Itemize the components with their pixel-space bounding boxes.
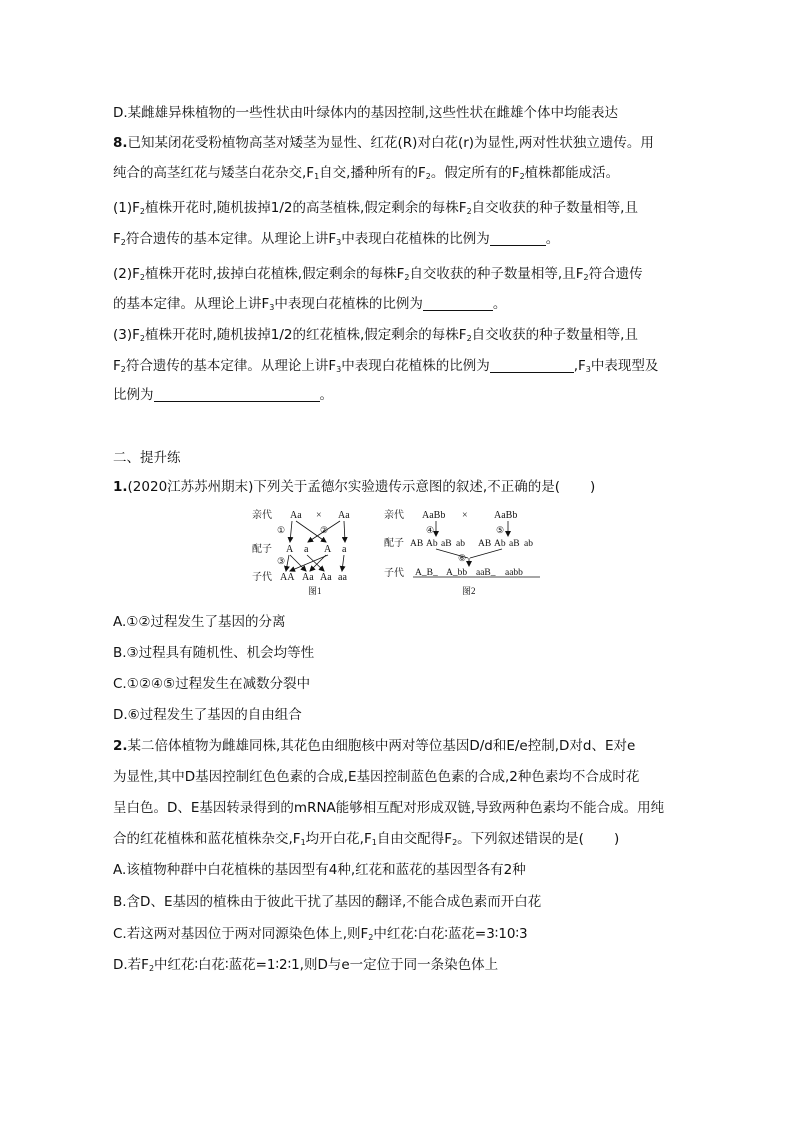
q8-p2-text: 。 [492, 296, 507, 312]
q8-p2-text: 符合遗传 [588, 266, 643, 282]
q8-part2-line2 [113, 295, 506, 317]
q8-part3-line3 [113, 386, 333, 404]
q8-part1-line2 [113, 230, 559, 252]
q2-number: 2. [113, 738, 128, 754]
q8-p1-text: 符合遗传的基本定律。从理论上讲F [125, 231, 337, 247]
q8-p1-text: 中表现白花植株的比例为 [341, 231, 490, 247]
fig2-parent-1: AaBb [422, 510, 446, 521]
q8-p3-text: 中表现白花植株的比例为 [341, 358, 490, 374]
fig2-gamete-right-2: Ab [494, 539, 506, 549]
q2-stem-text: 均开白花,F [305, 831, 372, 847]
q8-p3-text: 自交收获的种子数量相等,且 [471, 327, 638, 343]
fig1-parent-2: Aa [338, 510, 350, 521]
subscript: 3 [585, 365, 591, 374]
q8-p2-text: (2)F [113, 266, 140, 282]
q2-option-c[interactable] [113, 925, 528, 947]
fig2-gamete-right-1: AB [478, 539, 492, 549]
q1-stem [113, 478, 595, 496]
q8-p3-text: F [113, 358, 121, 374]
fig2-gamete-left-1: AB [410, 539, 424, 549]
q8-p2-text: 的基本定律。从理论上讲F [113, 296, 270, 312]
q8-part3-line2 [113, 357, 658, 379]
fig2-offspring-4: aabb [505, 568, 523, 578]
q2-stem-line4 [113, 830, 619, 852]
fig1-offspring-2: Aa [302, 572, 314, 583]
q8-p3-text: 符合遗传的基本定律。从理论上讲F [125, 358, 337, 374]
fig1-step-1: ① [277, 525, 286, 535]
fig1-row-offspring: 子代 [252, 572, 272, 583]
fig1-cross: × [316, 510, 322, 521]
subscript: 2 [466, 334, 472, 343]
fig1-gamete-1: A [286, 544, 294, 555]
genetics-figures [250, 506, 540, 598]
q8-p3-text: 中表现型及 [590, 358, 659, 374]
fig1-gamete-2: a [304, 544, 309, 555]
subscript: 2 [466, 207, 472, 216]
subscript: 2 [425, 172, 431, 181]
q1-option-b[interactable]: B.③过程具有随机性、机会均等性 [113, 645, 315, 661]
fig1-gamete-3: A [324, 544, 332, 555]
fig1-row-gamete: 配子 [252, 544, 272, 555]
q8-p3-text: ,F [573, 358, 586, 374]
fig1-step-3: ③ [277, 556, 286, 566]
fig1-row-parent: 亲代 [252, 510, 272, 521]
q8-p3-text: (3)F [113, 327, 140, 343]
answer-blank[interactable] [490, 231, 546, 246]
q8-p1-text: 植株开花时,随机拔掉1/2的高茎植株,假定剩余的每株F [144, 200, 467, 216]
fig1-parent-1: Aa [290, 510, 302, 521]
fig1-arrows [286, 521, 345, 571]
fig2-step-5: ⑤ [496, 525, 505, 535]
q8-p1-text: (1)F [113, 200, 140, 216]
answer-blank[interactable] [490, 358, 574, 373]
fig1-step-2: ② [320, 525, 329, 535]
q8-part3-line1 [113, 326, 638, 348]
fig2-offspring-2: A_bb [446, 568, 468, 578]
fig1-gamete-4: a [342, 544, 347, 555]
fig1-offspring-3: Aa [320, 572, 332, 583]
fig2-cross: × [462, 510, 468, 521]
q1-close-paren: ) [589, 479, 596, 495]
fig2-parent-2: AaBb [494, 510, 518, 521]
subscript: 2 [139, 273, 145, 282]
q8-p1-text: 自交收获的种子数量相等,且 [471, 200, 638, 216]
subscript: 1 [300, 838, 306, 847]
fig1-caption: 图1 [308, 586, 322, 596]
q2-stem-text: 某二倍体植物为雌雄同株,其花色由细胞核中两对等位基因D/d和E/e控制,D对d、E对e [127, 738, 636, 754]
q8-p1-text: 。 [545, 231, 560, 247]
fig2-gamete-left-2: Ab [426, 539, 438, 549]
q2-option-d-text: 中红花∶白花∶蓝花=1∶2∶1,则D与e一定位于同一条染色体上 [154, 957, 499, 973]
q8-stem-text2b: 自交,播种所有的F [319, 165, 426, 181]
q2-stem-text: 合的红花植株和蓝花植株杂交,F [113, 831, 301, 847]
q8-stem-text2a: 纯合的高茎红花与矮茎白花杂交,F [113, 165, 315, 181]
q2-close-paren: ) [613, 831, 620, 847]
q8-part1-line1 [113, 199, 638, 221]
q1-number: 1. [113, 479, 128, 495]
q8-number: 8. [113, 135, 128, 151]
subscript: 3 [336, 365, 342, 374]
q1-option-a[interactable]: A.①②过程发生了基因的分离 [113, 614, 286, 630]
answer-blank[interactable] [154, 387, 320, 402]
q8-p3-text: 。 [319, 387, 333, 403]
fig2-row-gamete: 配子 [384, 538, 404, 549]
q2-stem-text: 自由交配得F [376, 831, 453, 847]
fig2-gamete-left-4: ab [456, 539, 465, 549]
subscript: 2 [404, 273, 410, 282]
fig2-gamete-right-3: aB [509, 539, 520, 549]
q8-part2-line1 [113, 265, 643, 287]
q2-stem-line3: 呈白色。D、E基因转录得到的mRNA能够相互配对形成双链,导致两种色素均不能合成。用纯 [113, 800, 665, 816]
q8-stem-text1: 已知某闭花受粉植物高茎对矮茎为显性、红花(R)对白花(r)为显性,两对性状独立遗传。用 [127, 135, 654, 151]
q1-stem-text: (2020江苏苏州期末)下列关于孟德尔实验遗传示意图的叙述,不正确的是( [127, 479, 560, 495]
subscript: 1 [371, 838, 377, 847]
fig2-gamete-left-3: aB [441, 539, 452, 549]
prev-option-d: D.某雌雄异株植物的一些性状由叶绿体内的基因控制,这些性状在雌雄个体中均能表达 [113, 105, 618, 121]
subscript: 2 [139, 334, 145, 343]
q2-stem-line2: 为显性,其中D基因控制红色色素的合成,E基因控制蓝色色素的合成,2种色素均不合成时花 [113, 769, 640, 785]
q1-option-c[interactable]: C.①②④⑤过程发生在减数分裂中 [113, 676, 311, 692]
q8-stem-text2c: 。假定所有的F [430, 165, 520, 181]
fig2-step-4: ④ [426, 525, 435, 535]
q8-stem-line1 [113, 134, 654, 152]
subscript: 2 [583, 273, 589, 282]
subscript: 2 [368, 933, 374, 942]
q8-p2-text: 中表现白花植株的比例为 [274, 296, 423, 312]
q8-p1-text: F [113, 231, 121, 247]
fig1-offspring-4: aa [338, 572, 347, 583]
subscript: 2 [148, 964, 155, 973]
q8-p2-text: 植株开花时,拔掉白花植株,假定剩余的每株F [144, 266, 405, 282]
q2-option-c-text: C.若这两对基因位于两对同源染色体上,则F [113, 926, 369, 942]
q2-option-c-text: 中红花∶白花∶蓝花=3∶10∶3 [373, 926, 528, 942]
subscript: 2 [120, 238, 126, 247]
subscript: 2 [120, 365, 126, 374]
fig2-offspring-1: A_B_ [415, 568, 438, 578]
q2-option-d[interactable] [113, 956, 498, 978]
q2-option-a[interactable]: A.该植物种群中白花植株的基因型有4种,红花和蓝花的基因型各有2种 [113, 862, 526, 878]
fig2-row-parent: 亲代 [384, 510, 404, 521]
q2-stem-text: 。下列叙述错误的是( [457, 831, 584, 847]
answer-blank[interactable] [423, 296, 493, 311]
q1-option-d[interactable]: D.⑥过程发生了基因的自由组合 [113, 707, 302, 723]
fig2-step-6: ⑥ [458, 553, 467, 563]
q8-stem-text2d: 植株都能成活。 [524, 165, 620, 181]
fig2-offspring-3: aaB_ [476, 568, 496, 578]
subscript: 3 [336, 238, 342, 247]
subscript: 3 [269, 303, 275, 312]
q8-p3-text: 比例为 [113, 387, 154, 403]
q8-p3-text: 植株开花时,随机拔掉1/2的红花植株,假定剩余的每株F [144, 327, 467, 343]
fig2-caption: 图2 [462, 586, 476, 596]
subscript: 2 [452, 838, 458, 847]
fig2-row-offspring: 子代 [384, 568, 404, 579]
subscript: 1 [314, 172, 320, 181]
q2-stem-line1 [113, 737, 635, 755]
fig1-offspring-1: AA [280, 572, 295, 583]
fig2-gamete-right-4: ab [524, 539, 533, 549]
q2-option-d-text: D.若F [113, 957, 149, 973]
q8-p2-text: 自交收获的种子数量相等,且F [409, 266, 584, 282]
subscript: 2 [139, 207, 145, 216]
subscript: 2 [519, 172, 525, 181]
q8-stem-line2 [113, 164, 619, 186]
q2-option-b[interactable]: B.含D、E基因的植株由于彼此干扰了基因的翻译,不能合成色素而开白花 [113, 894, 542, 910]
section-title: 二、提升练 [113, 450, 181, 466]
